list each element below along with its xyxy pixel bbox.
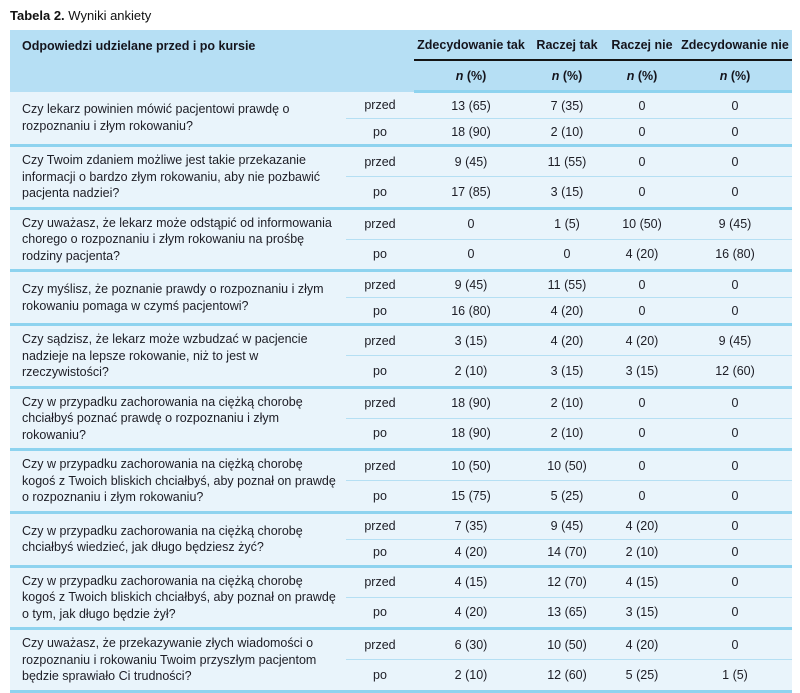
value-cell: 0 [678,271,792,298]
header-col-raczej-nie: Raczej nie [606,30,678,60]
value-cell: 3 (15) [528,177,606,208]
question-cell: Czy w przypadku zachorowania na ciężką chorobę chciałbyś poznać prawdę o rozpoznaniu i złym rokowaniu? [10,387,346,450]
value-cell: 2 (10) [528,387,606,418]
table-row-przed-5 [10,325,792,356]
value-cell: 0 [678,146,792,177]
value-cell: 10 (50) [606,208,678,239]
value-cell: 0 [678,92,792,119]
value-cell: 12 (60) [678,356,792,387]
phase-label-przed: przed [346,325,414,356]
table-body [10,92,792,692]
question-cell: Czy uważasz, że lekarz może odstąpić od informowania chorego o rozpoznaniu i złym rokowaniu na prośbę rodziny pacjenta? [10,208,346,271]
question-cell: Czy Twoim zdaniem możliwe jest takie przekazanie informacji o bardzo złym rokowaniu, aby nie pozbawić pacjenta nadziei? [10,146,346,209]
table-header [10,30,792,92]
table-row-przed-7 [10,450,792,481]
value-cell: 0 [678,597,792,628]
subheader-n-pct [678,60,792,92]
value-cell: 2 (10) [606,539,678,566]
value-cell: 12 (60) [528,660,606,691]
value-cell: 0 [678,119,792,146]
phase-label-przed: przed [346,92,414,119]
value-cell: 12 (70) [528,566,606,597]
phase-label-przed: przed [346,566,414,597]
phase-label-przed: przed [346,387,414,418]
table-row-przed-9 [10,566,792,597]
value-cell: 1 (5) [528,208,606,239]
value-cell: 10 (50) [414,450,528,481]
value-cell: 0 [678,629,792,660]
value-cell: 0 [678,418,792,449]
n-label: n [551,68,560,83]
value-cell: 2 (10) [414,660,528,691]
value-cell: 4 (15) [606,566,678,597]
phase-label-po: po [346,660,414,691]
value-cell: 0 [606,418,678,449]
survey-results-table [10,30,792,693]
value-cell: 0 [678,566,792,597]
value-cell: 7 (35) [528,92,606,119]
header-col-zdecydowanie-tak: Zdecydowanie tak [414,30,528,60]
value-cell: 0 [414,208,528,239]
value-cell: 0 [678,298,792,325]
value-cell: 6 (30) [414,629,528,660]
question-cell: Czy lekarz powinien mówić pacjentowi prawdę o rozpoznaniu i złym rokowaniu? [10,92,346,146]
value-cell: 14 (70) [528,539,606,566]
value-cell: 5 (25) [606,660,678,691]
pct-label: (%) [730,68,751,83]
phase-label-po: po [346,239,414,270]
phase-label-po: po [346,539,414,566]
subheader-n-pct [528,60,606,92]
n-label: n [455,68,464,83]
value-cell: 18 (90) [414,418,528,449]
value-cell: 0 [678,539,792,566]
value-cell: 5 (25) [528,481,606,512]
value-cell: 0 [678,387,792,418]
table-row-przed-10 [10,629,792,660]
phase-label-po: po [346,298,414,325]
value-cell: 4 (20) [414,539,528,566]
value-cell: 0 [678,177,792,208]
table-row-przed-3 [10,208,792,239]
pct-label: (%) [562,68,583,83]
value-cell: 9 (45) [678,208,792,239]
value-cell: 10 (50) [528,450,606,481]
value-cell: 9 (45) [414,271,528,298]
value-cell: 0 [606,146,678,177]
value-cell: 11 (55) [528,146,606,177]
question-cell: Czy sądzisz, że lekarz może wzbudzać w pacjencie nadzieje na lepsze rokowanie, niż to jest w rzeczywistości? [10,325,346,388]
question-cell: Czy w przypadku zachorowania na ciężką chorobę kogoś z Twoich bliskich chciałbyś, aby poznał on prawdę o rozpoznaniu i złym rokowaniu? [10,450,346,513]
value-cell: 4 (20) [606,629,678,660]
header-row [10,30,792,60]
phase-label-przed: przed [346,208,414,239]
value-cell: 3 (15) [414,325,528,356]
value-cell: 18 (90) [414,387,528,418]
value-cell: 0 [606,298,678,325]
header-col-zdecydowanie-nie: Zdecydowanie nie [678,30,792,60]
value-cell: 0 [606,119,678,146]
phase-label-po: po [346,356,414,387]
header-questions-column: Odpowiedzi udzielane przed i po kursie [10,30,414,92]
phase-label-po: po [346,481,414,512]
value-cell: 0 [606,481,678,512]
value-cell: 3 (15) [606,356,678,387]
value-cell: 2 (10) [528,418,606,449]
value-cell: 0 [414,239,528,270]
pct-label: (%) [466,68,487,83]
value-cell: 0 [606,450,678,481]
phase-label-przed: przed [346,629,414,660]
value-cell: 0 [606,92,678,119]
phase-label-po: po [346,597,414,628]
value-cell: 3 (15) [528,356,606,387]
table-row-przed-1 [10,92,792,119]
phase-label-po: po [346,177,414,208]
table-caption-label: Tabela 2. [10,8,65,23]
value-cell: 4 (20) [528,298,606,325]
phase-label-po: po [346,119,414,146]
value-cell: 4 (20) [606,325,678,356]
table-caption [10,8,800,23]
value-cell: 2 (10) [528,119,606,146]
table-row-przed-4 [10,271,792,298]
value-cell: 9 (45) [414,146,528,177]
question-cell: Czy w przypadku zachorowania na ciężką chorobę chciałbyś wiedzieć, jak długo będziesz żyć? [10,512,346,566]
value-cell: 1 (5) [678,660,792,691]
value-cell: 15 (75) [414,481,528,512]
value-cell: 0 [606,177,678,208]
value-cell: 0 [606,387,678,418]
question-cell: Czy myślisz, że poznanie prawdy o rozpoznaniu i złym rokowaniu pomaga w czymś pacjentowi? [10,271,346,325]
subheader-n-pct [414,60,528,92]
value-cell: 9 (45) [528,512,606,539]
value-cell: 16 (80) [678,239,792,270]
value-cell: 13 (65) [528,597,606,628]
value-cell: 4 (15) [414,566,528,597]
n-label: n [626,68,635,83]
value-cell: 16 (80) [414,298,528,325]
pct-label: (%) [637,68,658,83]
value-cell: 4 (20) [414,597,528,628]
value-cell: 3 (15) [606,597,678,628]
value-cell: 7 (35) [414,512,528,539]
table-caption-text: Wyniki ankiety [64,8,152,23]
table-row-przed-6 [10,387,792,418]
value-cell: 4 (20) [606,512,678,539]
n-label: n [719,68,728,83]
value-cell: 2 (10) [414,356,528,387]
question-cell: Czy uważasz, że przekazywanie złych wiadomości o rozpoznaniu i rokowaniu Twoim przyszłym pacjentom będzie sprawiało Ci trudności? [10,629,346,692]
value-cell: 13 (65) [414,92,528,119]
header-col-raczej-tak: Raczej tak [528,30,606,60]
subheader-n-pct [606,60,678,92]
phase-label-przed: przed [346,146,414,177]
value-cell: 9 (45) [678,325,792,356]
question-cell: Czy w przypadku zachorowania na ciężką chorobę kogoś z Twoich bliskich chciałbyś, aby poznał on prawdę o tym, jak długo będzie żył? [10,566,346,629]
table-row-przed-2 [10,146,792,177]
value-cell: 10 (50) [528,629,606,660]
phase-label-po: po [346,418,414,449]
value-cell: 0 [678,481,792,512]
value-cell: 0 [606,271,678,298]
value-cell: 0 [678,512,792,539]
value-cell: 0 [678,450,792,481]
phase-label-przed: przed [346,271,414,298]
table-row-przed-8 [10,512,792,539]
value-cell: 4 (20) [606,239,678,270]
value-cell: 18 (90) [414,119,528,146]
phase-label-przed: przed [346,512,414,539]
value-cell: 11 (55) [528,271,606,298]
value-cell: 17 (85) [414,177,528,208]
value-cell: 0 [528,239,606,270]
value-cell: 4 (20) [528,325,606,356]
phase-label-przed: przed [346,450,414,481]
